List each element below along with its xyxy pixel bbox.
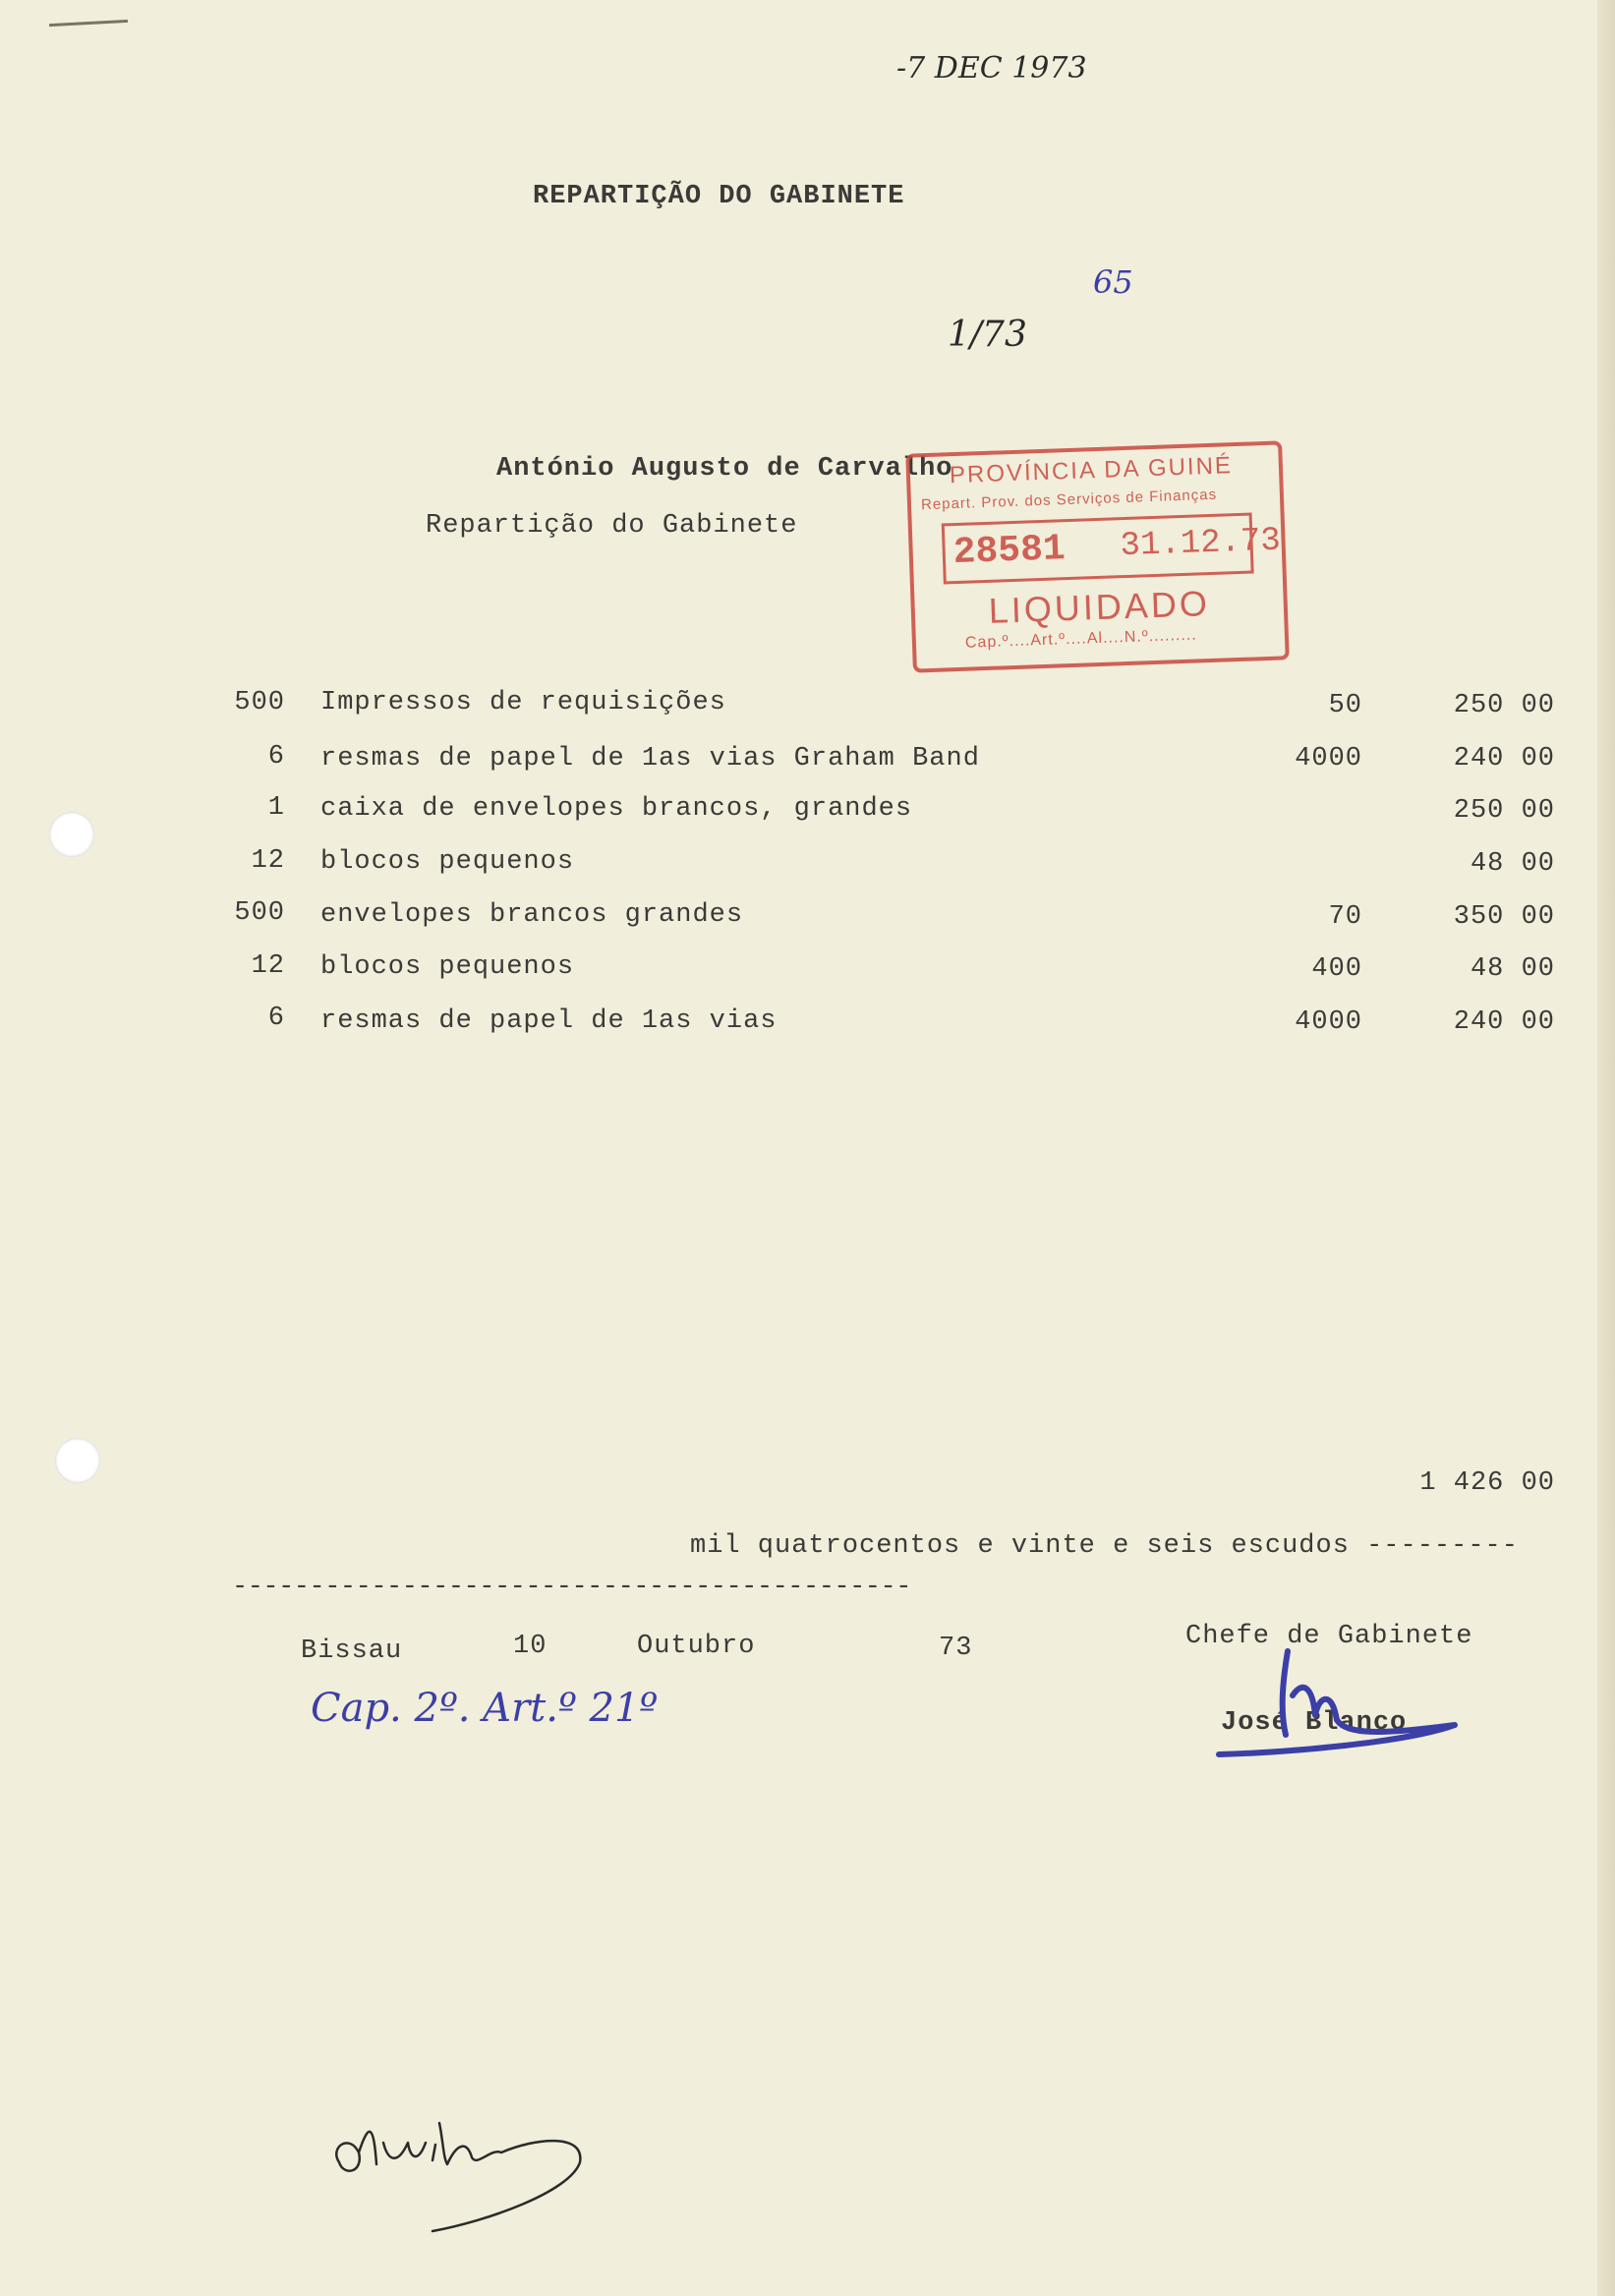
handwritten-note: Cap. 2º. Art.º 21º bbox=[311, 1686, 659, 1731]
item-amount: 240 00 bbox=[1453, 744, 1555, 774]
stamp-status: LIQUIDADO bbox=[988, 583, 1211, 631]
stamp-number: 28581 bbox=[952, 528, 1067, 575]
signatory-name: José Blanco bbox=[1221, 1708, 1408, 1738]
item-description: Impressos de requisições bbox=[320, 688, 726, 718]
stamp-province: PROVÍNCIA DA GUINÉ bbox=[949, 452, 1234, 489]
item-unit-price: 4000 bbox=[1295, 744, 1362, 774]
item-unit-price: 50 bbox=[1328, 691, 1362, 720]
item-description: blocos pequenos bbox=[320, 952, 575, 982]
item-qty: 12 bbox=[251, 846, 285, 876]
item-qty: 500 bbox=[234, 688, 285, 718]
item-qty: 500 bbox=[234, 898, 285, 928]
liquidado-stamp bbox=[905, 440, 1290, 672]
stamp-office: Repart. Prov. dos Serviços de Finanças bbox=[920, 486, 1218, 514]
stamp-date: 31.12.73 bbox=[1119, 522, 1282, 566]
signatory-title: Chefe de Gabinete bbox=[1185, 1622, 1473, 1651]
pencil-mark bbox=[49, 20, 128, 27]
item-amount: 240 00 bbox=[1453, 1007, 1555, 1037]
month: Outubro bbox=[637, 1632, 756, 1661]
item-description: blocos pequenos bbox=[320, 847, 575, 877]
bottom-signature bbox=[319, 2103, 605, 2241]
year: 73 bbox=[939, 1634, 973, 1663]
item-unit-price: 70 bbox=[1328, 902, 1362, 932]
item-amount: 250 00 bbox=[1453, 691, 1555, 720]
item-amount: 250 00 bbox=[1453, 796, 1555, 826]
item-unit-price: 400 bbox=[1311, 954, 1362, 984]
item-unit-price: 4000 bbox=[1295, 1007, 1362, 1037]
item-qty: 6 bbox=[267, 1004, 285, 1033]
punch-hole-top bbox=[49, 812, 94, 857]
place: Bissau bbox=[301, 1636, 403, 1666]
page-mark: 65 bbox=[1093, 263, 1133, 301]
item-qty: 12 bbox=[251, 951, 285, 981]
item-description: resmas de papel de 1as vias Graham Band bbox=[320, 744, 980, 774]
item-description: envelopes brancos grandes bbox=[320, 900, 744, 930]
total-amount: 1 426 00 bbox=[1419, 1468, 1555, 1498]
addressee-name: António Augusto de Carvalho bbox=[496, 454, 953, 484]
day: 10 bbox=[513, 1632, 548, 1661]
total-in-words: mil quatrocentos e vinte e seis escudos --------- bbox=[690, 1531, 1519, 1561]
reference-number: 1/73 bbox=[948, 315, 1027, 355]
item-amount: 48 00 bbox=[1470, 849, 1555, 879]
item-qty: 6 bbox=[267, 742, 285, 772]
stamp-footer: Cap.º....Art.º....Al....N.º......... bbox=[964, 626, 1197, 652]
addressee-department: Repartição do Gabinete bbox=[426, 511, 798, 541]
dash-line: -------------------------------------------- bbox=[232, 1573, 911, 1602]
stamp-number-box bbox=[942, 512, 1282, 584]
item-amount: 48 00 bbox=[1470, 954, 1555, 984]
item-description: caixa de envelopes brancos, grandes bbox=[320, 794, 913, 824]
item-amount: 350 00 bbox=[1453, 902, 1555, 932]
date-received-mark: -7 DEC 1973 bbox=[896, 51, 1087, 86]
signature-scribble-blue bbox=[1209, 1627, 1465, 1764]
punch-hole-bottom bbox=[55, 1438, 100, 1483]
item-description: resmas de papel de 1as vias bbox=[320, 1006, 778, 1036]
item-qty: 1 bbox=[267, 793, 285, 823]
paper-edge bbox=[1597, 0, 1615, 2296]
office-title: REPARTIÇÃO DO GABINETE bbox=[533, 182, 905, 211]
